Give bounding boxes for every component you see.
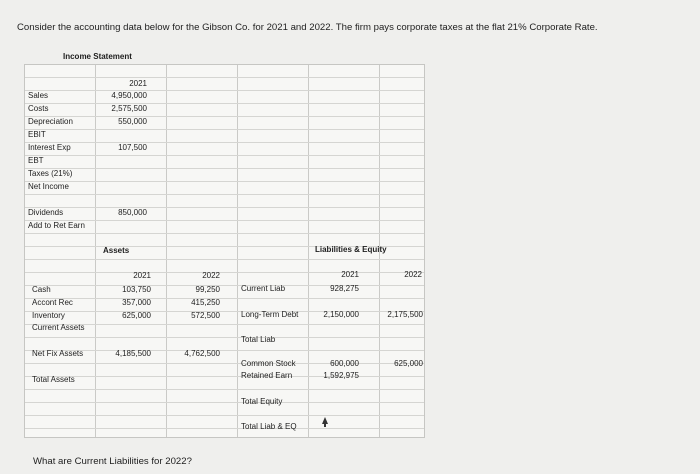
net-fixed-assets-2022: 4,762,500: [184, 349, 220, 358]
sales-label: Sales: [28, 91, 49, 100]
inventory-2022: 572,500: [191, 311, 220, 320]
cash-label: Cash: [32, 285, 51, 294]
total-liab-eq-label: Total Liab & EQ: [241, 422, 297, 431]
accounts-rec-2021: 357,000: [122, 298, 151, 307]
inventory-2021: 625,000: [122, 311, 151, 320]
long-term-debt-2022: 2,175,500: [387, 310, 423, 319]
cash-2022: 99,250: [195, 285, 220, 294]
depreciation-label: Depreciation: [28, 117, 73, 126]
net-fixed-assets-label: Net Fix Assets: [32, 349, 84, 358]
income-year: 2021: [129, 79, 147, 88]
dividends-value: 850,000: [118, 208, 147, 217]
taxes-label: Taxes (21%): [28, 169, 73, 178]
bottom-question-text: What are Current Liabilities for 2022?: [33, 456, 192, 467]
net-fixed-assets-2021: 4,185,500: [115, 349, 151, 358]
common-stock-label: Common Stock: [241, 359, 296, 368]
costs-value: 2,575,500: [111, 104, 147, 113]
retained-earn-label: Retained Earn: [241, 371, 293, 380]
total-equity-label: Total Equity: [241, 397, 283, 406]
liabilities-year2: 2022: [404, 270, 422, 279]
sales-value: 4,950,000: [111, 91, 147, 100]
assets-year2: 2022: [202, 271, 220, 280]
liabilities-year1: 2021: [341, 270, 359, 279]
assets-title: Assets: [103, 246, 130, 255]
add-ret-earn-label: Add to Ret Earn: [28, 221, 85, 230]
long-term-debt-label: Long-Term Debt: [241, 310, 299, 319]
ebit-label: EBIT: [28, 130, 46, 139]
interest-value: 107,500: [118, 143, 147, 152]
dividends-label: Dividends: [28, 208, 64, 217]
net-income-label: Net Income: [28, 182, 69, 191]
accounts-rec-label: Accont Rec: [32, 298, 73, 307]
total-assets-label: Total Assets: [32, 375, 75, 384]
current-liab-label: Current Liab: [241, 284, 286, 293]
inventory-label: Inventory: [32, 311, 65, 320]
current-assets-label: Current Assets: [32, 323, 85, 332]
interest-label: Interest Exp: [28, 143, 71, 152]
common-stock-2022: 625,000: [394, 359, 423, 368]
cash-2021: 103,750: [122, 285, 151, 294]
spreadsheet: [24, 52, 425, 438]
ebt-label: EBT: [28, 156, 44, 165]
common-stock-2021: 600,000: [330, 359, 359, 368]
total-liab-label: Total Liab: [241, 335, 276, 344]
assets-year1: 2021: [133, 271, 151, 280]
depreciation-value: 550,000: [118, 117, 147, 126]
long-term-debt-2021: 2,150,000: [323, 310, 359, 319]
liabilities-equity-title: Liabilities & Equity: [315, 245, 387, 254]
income-statement-title: Income Statement: [63, 52, 132, 61]
mouse-cursor-icon: [322, 417, 328, 424]
accounts-rec-2022: 415,250: [191, 298, 220, 307]
current-liab-2021: 928,275: [330, 284, 359, 293]
retained-earn-2021: 1,592,975: [323, 371, 359, 380]
question-text: Consider the accounting data below for the Gibson Co. for 2021 and 2022. The firm pays corporate taxes at the flat 21% Corporate Rate.: [17, 22, 598, 33]
costs-label: Costs: [28, 104, 49, 113]
